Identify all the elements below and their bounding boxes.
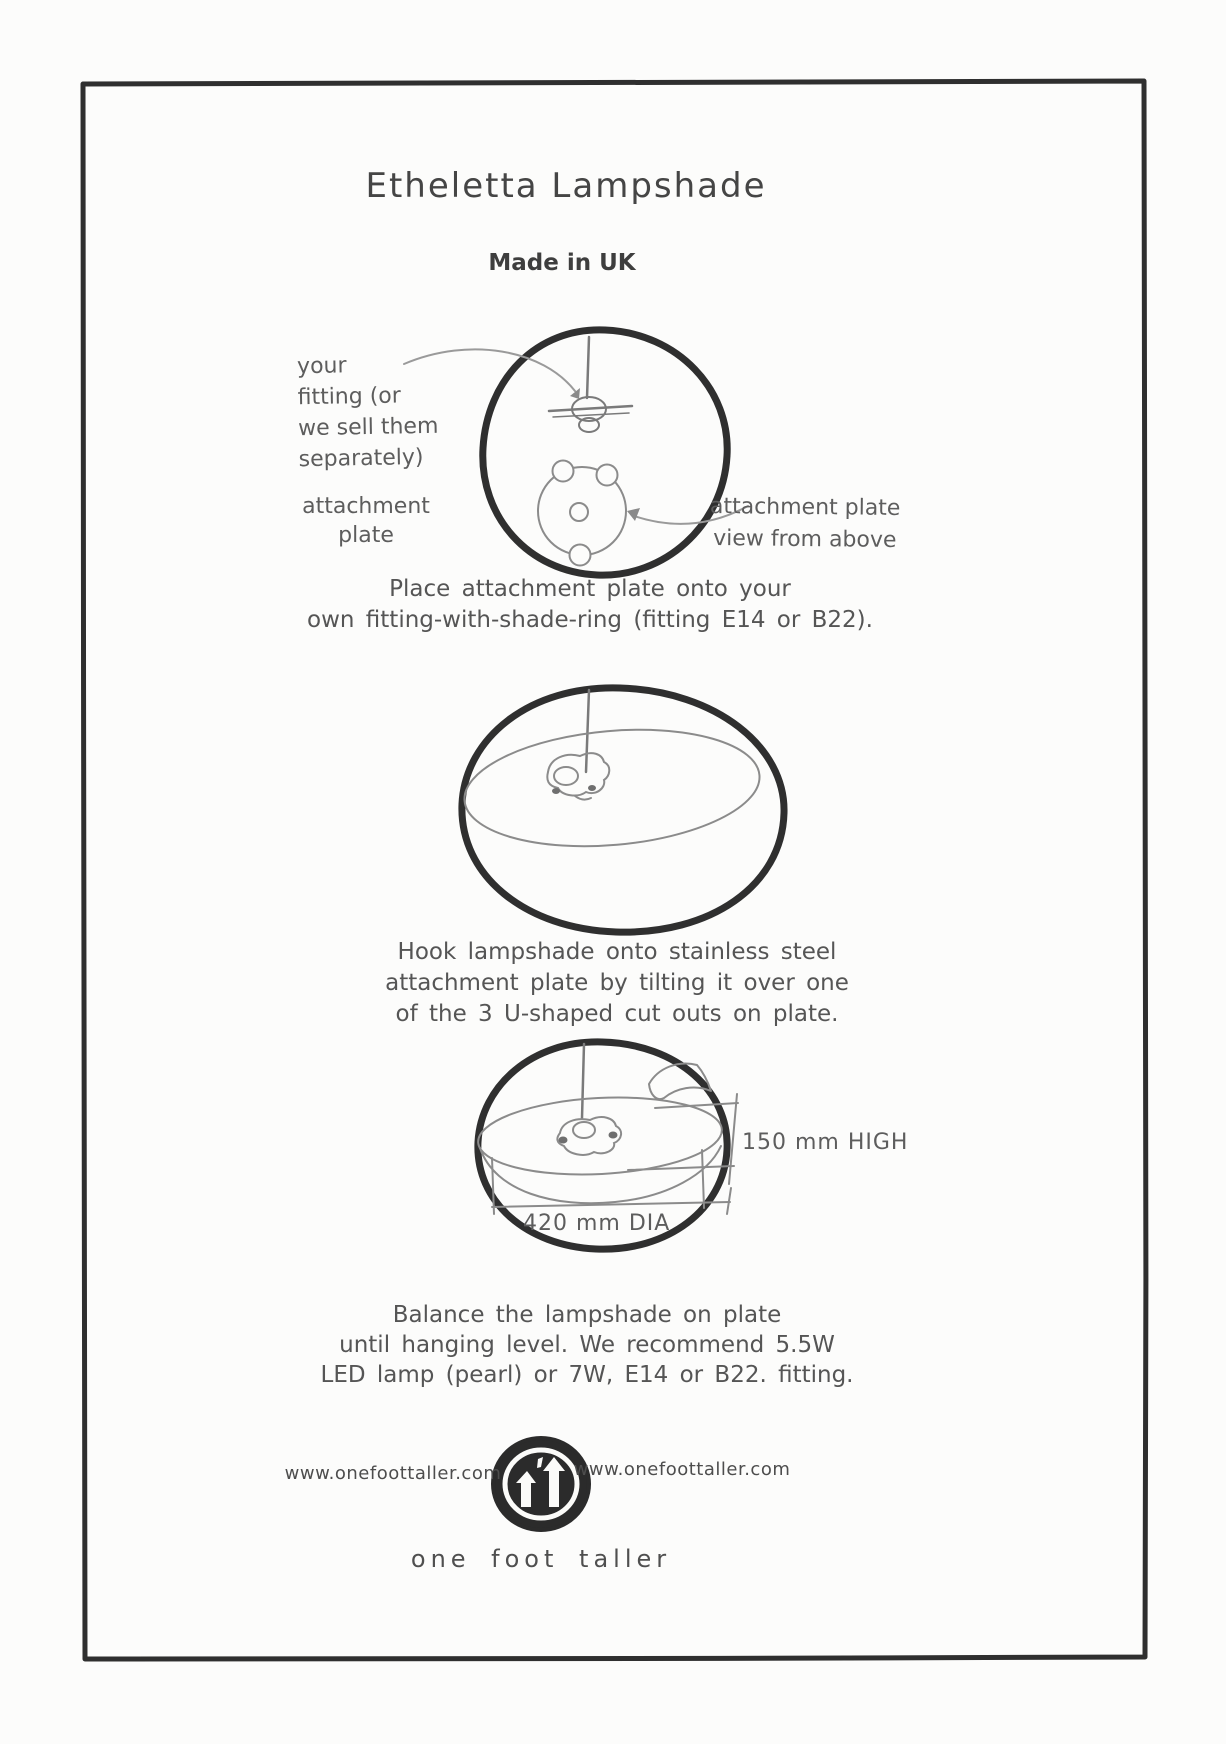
label-line: your xyxy=(296,353,347,380)
dimension-height-label: 150 mm HIGH xyxy=(742,1130,909,1155)
step1-diagram xyxy=(404,330,748,575)
page-border xyxy=(83,81,1146,1659)
step3-caption xyxy=(321,1300,854,1390)
brand-logo xyxy=(493,1438,589,1530)
shade-outline-1 xyxy=(483,330,727,575)
caption-line: attachment plate by tilting it over one xyxy=(385,970,849,996)
caption-line: of the 3 U-shaped cut outs on plate. xyxy=(395,1001,839,1027)
caption-line: Balance the lampshade on plate xyxy=(392,1302,782,1328)
made-in-uk-subtitle: Made in UK xyxy=(488,250,636,276)
attachment-plate-top-view xyxy=(538,461,626,566)
step2-caption xyxy=(385,937,849,1030)
dimension-diameter-label: 420 mm DIA xyxy=(523,1211,671,1236)
fitting-on-plate-sketch-3 xyxy=(557,1117,621,1155)
label-line: fitting (or xyxy=(297,383,402,411)
label-line: we sell them xyxy=(297,413,439,442)
label-line: attachment plate xyxy=(709,494,901,521)
fitting-on-plate-sketch-2 xyxy=(547,753,609,799)
cord-2 xyxy=(586,690,589,772)
label-line: attachment xyxy=(302,494,430,519)
label-attachment-plate xyxy=(302,492,430,550)
label-line: view from above xyxy=(713,526,897,553)
label-line: separately) xyxy=(298,445,424,473)
step2-diagram xyxy=(460,688,784,932)
brand-name: one foot taller xyxy=(410,1545,672,1573)
label-line: plate xyxy=(338,523,394,548)
page-title: Etheletta Lampshade xyxy=(365,166,767,206)
caption-line: LED lamp (pearl) or 7W, E14 or B22. fitting. xyxy=(320,1362,854,1388)
caption-line: Hook lampshade onto stainless steel xyxy=(397,939,837,965)
caption-line: Place attachment plate onto your xyxy=(389,576,791,602)
dimension-lines-diameter xyxy=(492,1150,731,1214)
website-url-right: www.onefoottaller.com xyxy=(573,1459,791,1480)
label-your-fitting xyxy=(297,349,439,475)
step1-caption xyxy=(307,574,873,636)
lampshade-disk-2 xyxy=(460,718,765,857)
label-plate-view-from-above xyxy=(709,491,900,557)
fitting-sketch xyxy=(549,337,632,432)
cord-3 xyxy=(582,1044,584,1118)
caption-line: own fitting-with-shade-ring (fitting E14 or B22). xyxy=(307,607,873,633)
website-url-left: www.onefoottaller.com xyxy=(284,1463,502,1484)
caption-line: until hanging level. We recommend 5.5W xyxy=(339,1332,835,1358)
